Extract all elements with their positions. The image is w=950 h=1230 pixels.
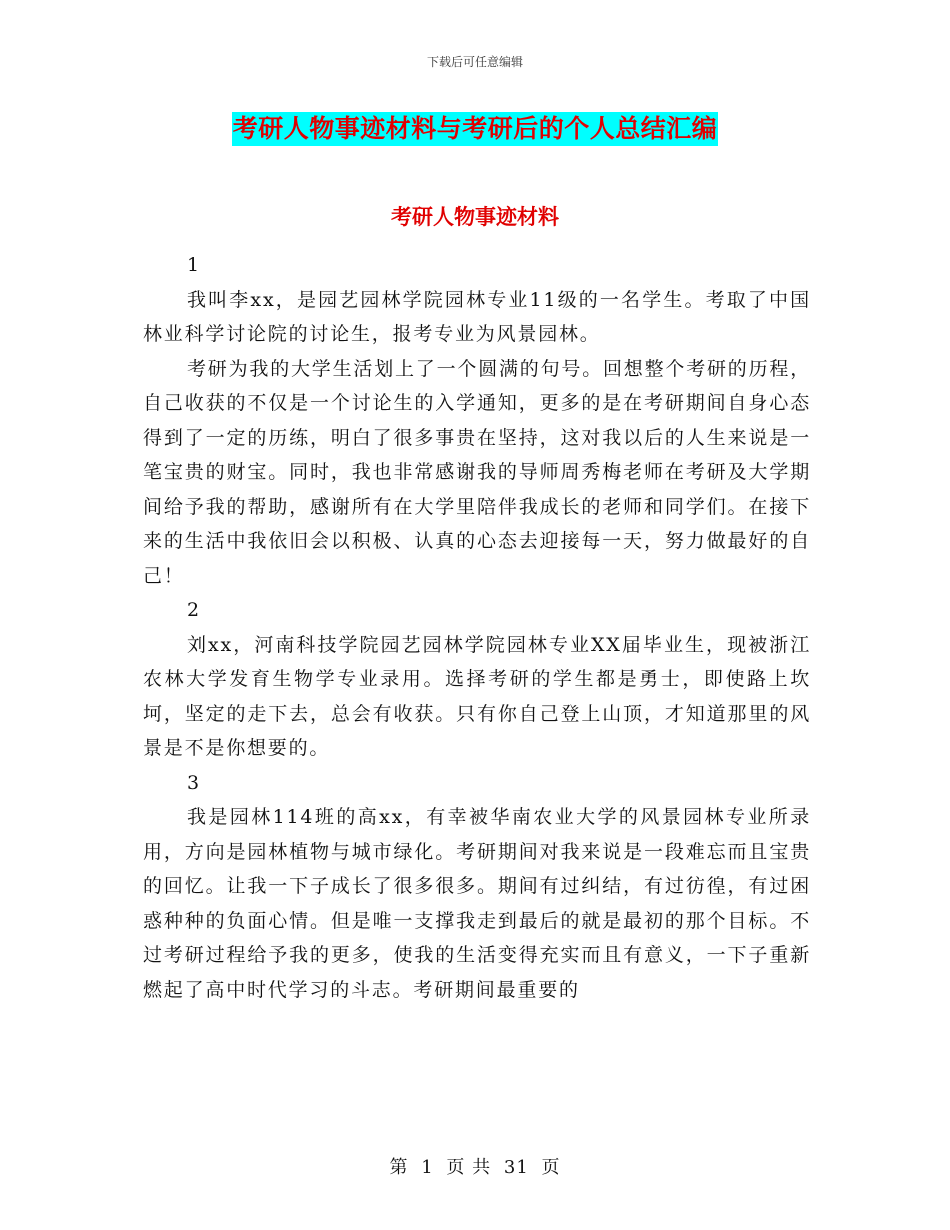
- footer-middle: 页 共: [446, 1157, 492, 1178]
- entry-number-2: 2: [187, 599, 201, 621]
- document-title: 考研人物事迹材料与考研后的个人总结汇编: [232, 112, 719, 146]
- entry-number-3: 3: [187, 771, 201, 794]
- entry-1-paragraph-2: 考研为我的大学生活划上了一个圆满的句号。回想整个考研的历程，自己收获的不仅是一个讨论生的入学通知，更多的是在考研期间自身心态得到了一定的历练，明白了很多事贵在坚持，这对我以后的人生来说是一笔宝贵的财宝。同时，我也非常感谢我的导师周秀梅老师在考研及大学期间给予我的帮助，感谢所有在大学里陪伴我成长的老师和同学们。在接下来的生活中我依旧会以积极、认真的心态去迎接每一天，努力做最好的自己！: [143, 357, 812, 587]
- entry-2-paragraph-1: 刘xx，河南科技学院园艺园林学院园林专业XX届毕业生，现被浙江农林大学发育生物学专业录用。选择考研的学生都是勇士，即使路上坎坷，坚定的走下去，总会有收获。只有你自己登上山顶，才知道那里的风景是不是你想要的。: [143, 633, 811, 759]
- page-footer: [0, 1153, 950, 1179]
- footer-page-number: 1: [421, 1157, 434, 1178]
- entry-1-paragraph-1: 我叫李xx，是园艺园林学院园林专业11级的一名学生。考取了中国林业科学讨论院的讨论生，报考专业为风景园林。: [143, 288, 811, 345]
- footer-total-pages: 31: [503, 1157, 529, 1178]
- document-body: [143, 248, 811, 1007]
- footer-suffix: 页: [541, 1157, 561, 1178]
- footer-prefix: 第: [389, 1157, 409, 1178]
- page-header-note: 下载后可任意编辑: [426, 55, 523, 69]
- entry-number-1: 1: [187, 254, 201, 276]
- document-title-container: [0, 112, 950, 146]
- entry-3-paragraph-1: 我是园林114班的高xx，有幸被华南农业大学的风景园林专业所录用，方向是园林植物与城市绿化。考研期间对我来说是一段难忘而且宝贵的回忆。让我一下子成长了很多很多。期间有过纠结，有过彷徨，有过困惑种种的负面心情。但是唯一支撑我走到最后的就是最初的那个目标。不过考研过程给予我的更多，使我的生活变得充实而且有意义，一下子重新燃起了高中时代学习的斗志。考研期间最重要的: [143, 806, 811, 1001]
- section-title: 考研人物事迹材料: [391, 204, 559, 229]
